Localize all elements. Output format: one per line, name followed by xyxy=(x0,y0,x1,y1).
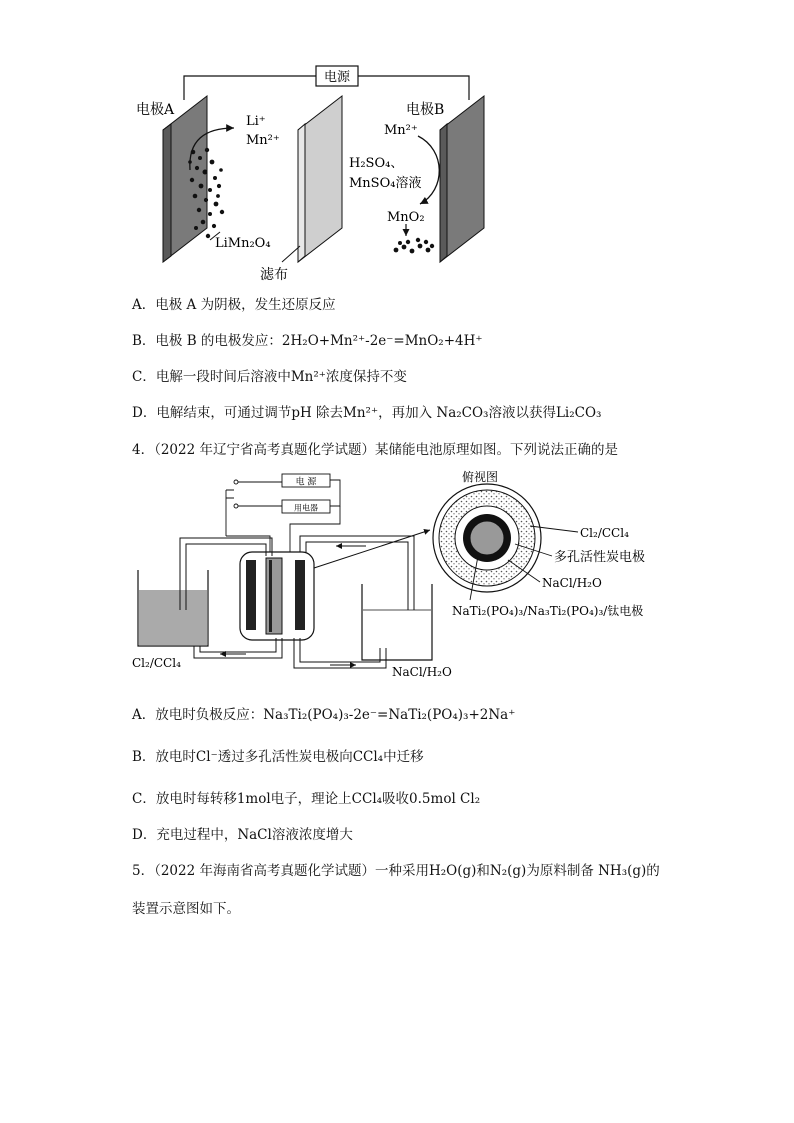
electrode-b-side xyxy=(440,124,447,262)
q4-stem: 4．（2022 年辽宁省高考真题化学试题）某储能电池原理如图。下列说法正确的是 xyxy=(132,442,618,458)
ccl4-liquid xyxy=(139,590,207,645)
electrode-a-side xyxy=(163,124,171,262)
solution-label-1: H₂SO₄、 xyxy=(349,156,404,171)
q3-option-a: A．电极 A 为阴极，发生还原反应 xyxy=(132,297,336,313)
battery-diagram xyxy=(0,460,794,690)
top-view-label: 俯视图 xyxy=(462,470,499,484)
q5-stem-line2: 装置示意图如下。 xyxy=(132,901,240,917)
nacl-circle-label: NaCl/H₂O xyxy=(542,576,602,590)
beaker-right xyxy=(362,584,432,660)
q3-option-c: C．电解一段时间后溶液中Mn²⁺浓度保持不变 xyxy=(132,369,407,385)
solution-label-2: MnSO₄溶液 xyxy=(349,176,422,191)
electrode-a-label: 电极A xyxy=(136,102,175,118)
power-label: 电源 xyxy=(323,70,351,85)
center-core xyxy=(470,521,504,555)
q4-option-c: C．放电时每转移1mol电子，理论上CCl₄吸收0.5mol Cl₂ xyxy=(132,791,481,807)
nacl-beaker-label: NaCl/H₂O xyxy=(392,665,452,679)
electrolysis-diagram xyxy=(0,0,794,300)
filter-cloth-label: 滤布 xyxy=(260,267,288,283)
titanium-electrode-label: NaTi₂(PO₄)₃/Na₃Ti₂(PO₄)₃/钛电极 xyxy=(452,604,644,618)
q4-option-b: B．放电时Cl⁻透过多孔活性炭电极向CCl₄中迁移 xyxy=(132,749,424,765)
mn-ion-right-label: Mn²⁺ xyxy=(384,123,418,138)
q5-stem-line1: 5．（2022 年海南省高考真题化学试题）一种采用H₂O(g)和N₂(g)为原料制备 NH₃(g)的 xyxy=(132,863,660,879)
porous-carbon-label: 多孔活性炭电极 xyxy=(554,550,646,565)
appliance-label: 用电器 xyxy=(294,503,318,513)
q3-option-b: B．电极 B 的电极发应：2H₂O+Mn²⁺-2e⁻=MnO₂+4H⁺ xyxy=(132,333,483,349)
mn-oxidation-arrow xyxy=(418,136,439,204)
electrode-right xyxy=(295,560,305,630)
q3-option-d: D．电解结束，可通过调节pH 除去Mn²⁺，再加入 Na₂CO₃溶液以获得Li₂CO₃ xyxy=(132,405,602,421)
electrode-b-label: 电极B xyxy=(406,102,445,118)
mn-ion-left-label: Mn²⁺ xyxy=(246,133,280,148)
q4-option-a: A．放电时负极反应：Na₃Ti₂(PO₄)₃-2e⁻=NaTi₂(PO₄)₃+2Na⁺ xyxy=(132,707,516,723)
wire-right xyxy=(358,76,469,100)
mno2-label: MnO₂ xyxy=(387,210,425,225)
cl2-ccl4-right-label: Cl₂/CCl₄ xyxy=(580,526,629,540)
q4-option-d: D．充电过程中，NaCl溶液浓度增大 xyxy=(132,827,353,843)
mno2-particles xyxy=(394,238,435,254)
wire-left xyxy=(184,76,316,100)
electrode-left xyxy=(246,560,256,630)
cl2-ccl4-left-label: Cl₂/CCl₄ xyxy=(132,656,181,670)
electrode-middle xyxy=(266,558,282,634)
power-label-2: 电 源 xyxy=(295,477,317,488)
limn2o4-label: LiMn₂O₄ xyxy=(215,236,271,251)
li-ion-label: Li⁺ xyxy=(246,114,266,129)
